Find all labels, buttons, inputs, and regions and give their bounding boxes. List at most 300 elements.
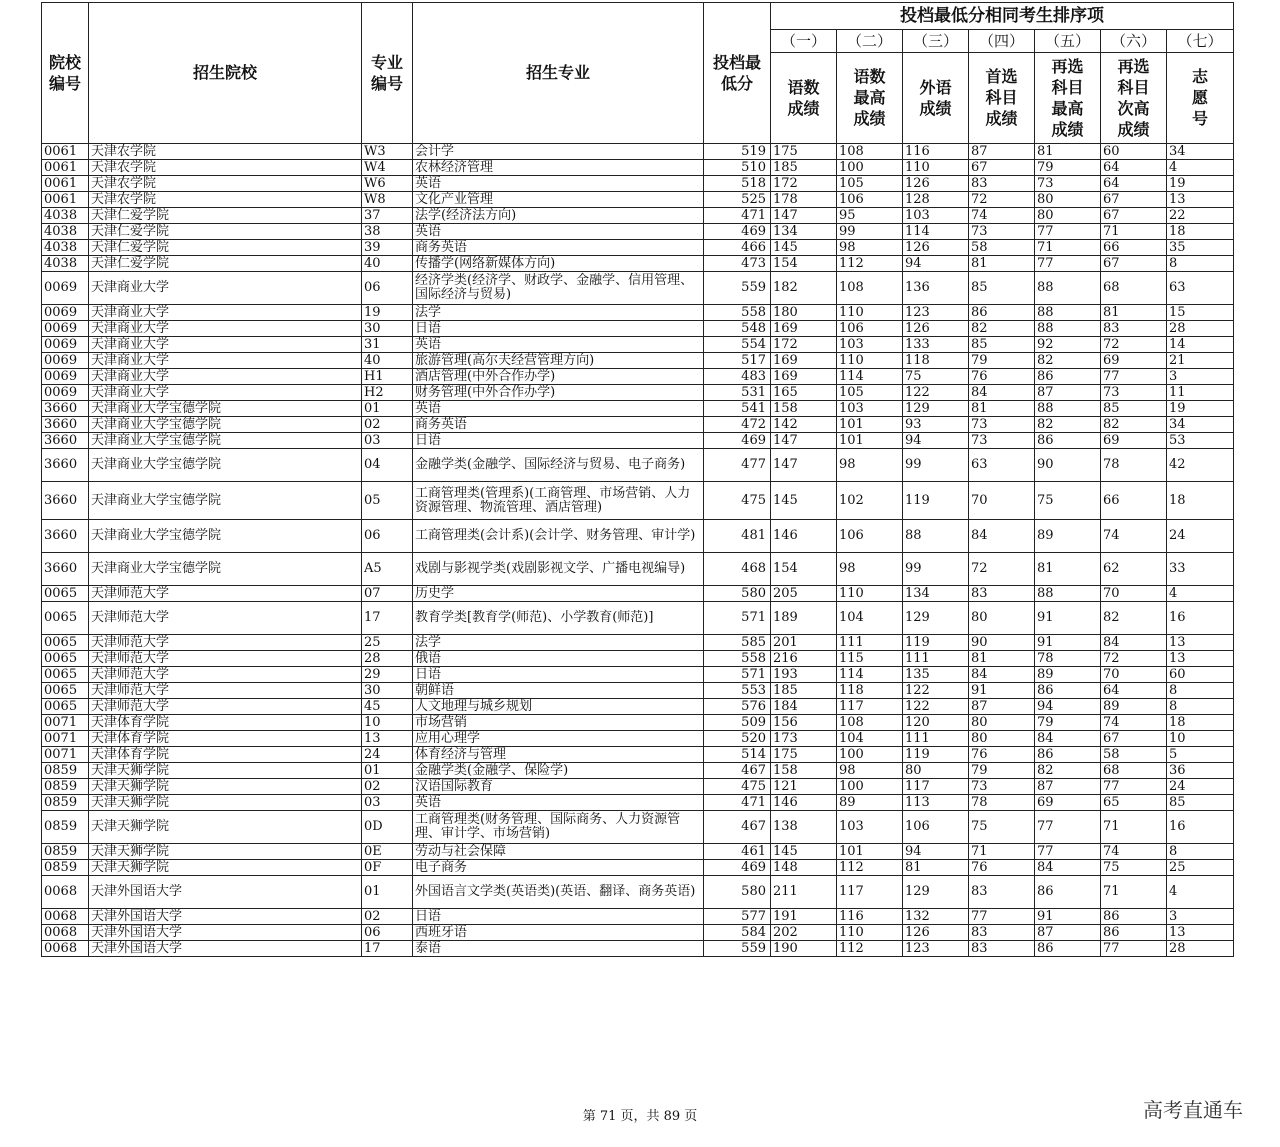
table-row xyxy=(42,667,1234,683)
cell-school-code: 0068 xyxy=(42,909,89,925)
cell-tie-5: 78 xyxy=(1035,651,1101,667)
cell-tie-5: 88 xyxy=(1035,586,1101,602)
cell-major-name: 工商管理类(财务管理、国际商务、人力资源管理、审计学、市场营销) xyxy=(413,811,704,844)
cell-school-code: 0071 xyxy=(42,715,89,731)
cell-tie-3: 120 xyxy=(903,715,969,731)
cell-tie-5: 88 xyxy=(1035,305,1101,321)
cell-tie-4: 87 xyxy=(969,699,1035,715)
cell-min-score: 475 xyxy=(704,482,771,520)
cell-tie-4: 73 xyxy=(969,779,1035,795)
cell-tie-5: 69 xyxy=(1035,795,1101,811)
cell-major-name: 传播学(网络新媒体方向) xyxy=(413,256,704,272)
cell-tie-4: 78 xyxy=(969,795,1035,811)
cell-tie-3: 133 xyxy=(903,337,969,353)
cell-school-code: 3660 xyxy=(42,401,89,417)
cell-tie-7: 34 xyxy=(1167,144,1234,160)
cell-tie-7: 13 xyxy=(1167,651,1234,667)
cell-major-code: 0E xyxy=(362,844,413,860)
cell-tie-1: 134 xyxy=(771,224,837,240)
cell-major-name: 工商管理类(会计系)(会计学、财务管理、审计学) xyxy=(413,520,704,553)
table-row xyxy=(42,240,1234,256)
cell-tie-4: 76 xyxy=(969,369,1035,385)
cell-major-code: 45 xyxy=(362,699,413,715)
cell-major-name: 英语 xyxy=(413,176,704,192)
cell-major-code: 17 xyxy=(362,941,413,957)
cell-tie-5: 79 xyxy=(1035,715,1101,731)
table-row xyxy=(42,520,1234,553)
cell-school-name: 天津农学院 xyxy=(89,144,362,160)
cell-major-name: 日语 xyxy=(413,321,704,337)
header-major-code: 专业编号 xyxy=(362,3,413,144)
cell-school-name: 天津师范大学 xyxy=(89,602,362,635)
cell-tie-4: 73 xyxy=(969,417,1035,433)
table-row xyxy=(42,586,1234,602)
cell-min-score: 571 xyxy=(704,667,771,683)
cell-tie-6: 68 xyxy=(1101,272,1167,305)
cell-major-code: 19 xyxy=(362,305,413,321)
cell-tie-3: 94 xyxy=(903,433,969,449)
cell-major-name: 电子商务 xyxy=(413,860,704,876)
cell-tie-6: 73 xyxy=(1101,385,1167,401)
cell-tie-3: 136 xyxy=(903,272,969,305)
cell-tie-4: 80 xyxy=(969,715,1035,731)
cell-tie-7: 18 xyxy=(1167,224,1234,240)
cell-min-score: 477 xyxy=(704,449,771,482)
table-row xyxy=(42,844,1234,860)
cell-tie-4: 91 xyxy=(969,683,1035,699)
cell-school-name: 天津天狮学院 xyxy=(89,779,362,795)
cell-min-score: 531 xyxy=(704,385,771,401)
cell-school-code: 0069 xyxy=(42,305,89,321)
cell-tie-1: 185 xyxy=(771,160,837,176)
cell-major-code: W3 xyxy=(362,144,413,160)
tie-label-3 xyxy=(903,53,969,144)
cell-tie-2: 95 xyxy=(837,208,903,224)
header-school-code: 院校编号 xyxy=(42,3,89,144)
cell-tie-6: 83 xyxy=(1101,321,1167,337)
cell-tie-2: 114 xyxy=(837,369,903,385)
cell-tie-4: 86 xyxy=(969,305,1035,321)
cell-tie-1: 165 xyxy=(771,385,837,401)
cell-tie-4: 83 xyxy=(969,941,1035,957)
cell-tie-1: 169 xyxy=(771,321,837,337)
cell-tie-7: 25 xyxy=(1167,860,1234,876)
cell-tie-2: 98 xyxy=(837,553,903,586)
cell-tie-6: 72 xyxy=(1101,651,1167,667)
table-row xyxy=(42,731,1234,747)
cell-major-name: 日语 xyxy=(413,667,704,683)
cell-school-name: 天津农学院 xyxy=(89,176,362,192)
cell-school-code: 0069 xyxy=(42,353,89,369)
cell-min-score: 548 xyxy=(704,321,771,337)
cell-tie-1: 178 xyxy=(771,192,837,208)
cell-major-code: 03 xyxy=(362,433,413,449)
cell-school-code: 0061 xyxy=(42,176,89,192)
cell-tie-1: 145 xyxy=(771,844,837,860)
table-row xyxy=(42,433,1234,449)
watermark: 高考直通车 xyxy=(1143,1098,1243,1122)
cell-tie-4: 83 xyxy=(969,925,1035,941)
cell-school-code: 0065 xyxy=(42,699,89,715)
table-row xyxy=(42,353,1234,369)
cell-tie-6: 78 xyxy=(1101,449,1167,482)
cell-major-name: 英语 xyxy=(413,795,704,811)
cell-tie-2: 98 xyxy=(837,763,903,779)
cell-tie-1: 184 xyxy=(771,699,837,715)
cell-tie-5: 80 xyxy=(1035,192,1101,208)
cell-tie-1: 202 xyxy=(771,925,837,941)
table-row xyxy=(42,925,1234,941)
cell-major-name: 法学 xyxy=(413,635,704,651)
cell-min-score: 541 xyxy=(704,401,771,417)
cell-tie-7: 35 xyxy=(1167,240,1234,256)
cell-tie-7: 63 xyxy=(1167,272,1234,305)
cell-tie-7: 5 xyxy=(1167,747,1234,763)
cell-tie-3: 122 xyxy=(903,385,969,401)
cell-tie-7: 13 xyxy=(1167,635,1234,651)
cell-tie-7: 13 xyxy=(1167,192,1234,208)
table-row xyxy=(42,417,1234,433)
cell-major-code: 01 xyxy=(362,401,413,417)
tie-number-3: （三） xyxy=(903,30,969,53)
cell-tie-3: 122 xyxy=(903,699,969,715)
cell-major-name: 金融学类(金融学、保险学) xyxy=(413,763,704,779)
cell-school-code: 0068 xyxy=(42,941,89,957)
cell-tie-7: 14 xyxy=(1167,337,1234,353)
cell-school-name: 天津外国语大学 xyxy=(89,941,362,957)
cell-min-score: 559 xyxy=(704,941,771,957)
cell-tie-5: 91 xyxy=(1035,635,1101,651)
cell-tie-4: 75 xyxy=(969,811,1035,844)
cell-tie-2: 104 xyxy=(837,602,903,635)
cell-school-code: 0065 xyxy=(42,667,89,683)
cell-major-name: 文化产业管理 xyxy=(413,192,704,208)
table-row xyxy=(42,160,1234,176)
cell-tie-5: 84 xyxy=(1035,731,1101,747)
cell-tie-6: 72 xyxy=(1101,337,1167,353)
cell-tie-5: 80 xyxy=(1035,208,1101,224)
cell-tie-4: 73 xyxy=(969,224,1035,240)
table-header xyxy=(42,3,1234,144)
cell-tie-7: 4 xyxy=(1167,586,1234,602)
cell-tie-7: 28 xyxy=(1167,321,1234,337)
cell-major-name: 财务管理(中外合作办学) xyxy=(413,385,704,401)
cell-tie-6: 89 xyxy=(1101,699,1167,715)
cell-tie-2: 106 xyxy=(837,321,903,337)
cell-tie-3: 126 xyxy=(903,240,969,256)
cell-school-name: 天津天狮学院 xyxy=(89,763,362,779)
cell-min-score: 558 xyxy=(704,651,771,667)
cell-tie-1: 172 xyxy=(771,176,837,192)
cell-tie-6: 81 xyxy=(1101,305,1167,321)
cell-major-code: W4 xyxy=(362,160,413,176)
cell-major-code: 01 xyxy=(362,763,413,779)
cell-major-name: 法学 xyxy=(413,305,704,321)
cell-tie-3: 123 xyxy=(903,305,969,321)
cell-tie-6: 77 xyxy=(1101,779,1167,795)
cell-major-name: 经济学类(经济学、财政学、金融学、信用管理、国际经济与贸易) xyxy=(413,272,704,305)
cell-tie-3: 119 xyxy=(903,635,969,651)
cell-school-code: 0859 xyxy=(42,844,89,860)
cell-tie-7: 16 xyxy=(1167,602,1234,635)
cell-major-code: 30 xyxy=(362,683,413,699)
cell-min-score: 559 xyxy=(704,272,771,305)
cell-min-score: 471 xyxy=(704,795,771,811)
cell-tie-2: 101 xyxy=(837,417,903,433)
cell-tie-5: 91 xyxy=(1035,909,1101,925)
cell-tie-1: 146 xyxy=(771,520,837,553)
tie-number-1: （一） xyxy=(771,30,837,53)
cell-school-name: 天津仁爱学院 xyxy=(89,224,362,240)
table-row xyxy=(42,635,1234,651)
cell-tie-7: 22 xyxy=(1167,208,1234,224)
cell-tie-7: 8 xyxy=(1167,256,1234,272)
cell-min-score: 469 xyxy=(704,860,771,876)
cell-tie-6: 71 xyxy=(1101,224,1167,240)
cell-major-name: 历史学 xyxy=(413,586,704,602)
cell-tie-3: 117 xyxy=(903,779,969,795)
cell-school-name: 天津商业大学 xyxy=(89,321,362,337)
cell-tie-5: 87 xyxy=(1035,779,1101,795)
cell-tie-5: 73 xyxy=(1035,176,1101,192)
cell-tie-2: 108 xyxy=(837,715,903,731)
cell-school-code: 3660 xyxy=(42,520,89,553)
cell-tie-5: 87 xyxy=(1035,925,1101,941)
cell-min-score: 519 xyxy=(704,144,771,160)
cell-tie-2: 104 xyxy=(837,731,903,747)
cell-tie-7: 3 xyxy=(1167,909,1234,925)
cell-tie-3: 94 xyxy=(903,256,969,272)
cell-tie-4: 83 xyxy=(969,176,1035,192)
cell-tie-7: 8 xyxy=(1167,699,1234,715)
tie-label-7 xyxy=(1167,53,1234,144)
cell-tie-2: 89 xyxy=(837,795,903,811)
cell-school-code: 4038 xyxy=(42,256,89,272)
cell-tie-3: 110 xyxy=(903,160,969,176)
table-row xyxy=(42,385,1234,401)
cell-tie-4: 79 xyxy=(969,763,1035,779)
table-row xyxy=(42,795,1234,811)
cell-tie-1: 142 xyxy=(771,417,837,433)
cell-tie-7: 19 xyxy=(1167,401,1234,417)
cell-min-score: 585 xyxy=(704,635,771,651)
cell-school-name: 天津商业大学 xyxy=(89,385,362,401)
cell-school-code: 4038 xyxy=(42,240,89,256)
cell-school-name: 天津商业大学宝德学院 xyxy=(89,520,362,553)
cell-school-code: 0069 xyxy=(42,272,89,305)
cell-tie-4: 90 xyxy=(969,635,1035,651)
cell-major-name: 西班牙语 xyxy=(413,925,704,941)
cell-tie-5: 88 xyxy=(1035,321,1101,337)
cell-min-score: 509 xyxy=(704,715,771,731)
cell-tie-6: 86 xyxy=(1101,909,1167,925)
cell-tie-6: 69 xyxy=(1101,353,1167,369)
cell-tie-6: 67 xyxy=(1101,208,1167,224)
cell-tie-4: 81 xyxy=(969,651,1035,667)
table-row xyxy=(42,305,1234,321)
header-major: 招生专业 xyxy=(413,3,704,144)
cell-tie-2: 111 xyxy=(837,635,903,651)
table-row xyxy=(42,763,1234,779)
cell-school-code: 0065 xyxy=(42,586,89,602)
cell-tie-6: 67 xyxy=(1101,731,1167,747)
cell-school-name: 天津商业大学 xyxy=(89,369,362,385)
table-row xyxy=(42,683,1234,699)
cell-tie-5: 84 xyxy=(1035,860,1101,876)
table-row xyxy=(42,256,1234,272)
cell-tie-3: 123 xyxy=(903,941,969,957)
tie-label-2 xyxy=(837,53,903,144)
cell-school-name: 天津商业大学宝德学院 xyxy=(89,433,362,449)
tie-label-text: 语数最高成绩 xyxy=(853,67,886,128)
cell-school-name: 天津商业大学宝德学院 xyxy=(89,401,362,417)
cell-tie-7: 11 xyxy=(1167,385,1234,401)
cell-tie-3: 122 xyxy=(903,683,969,699)
cell-tie-4: 83 xyxy=(969,876,1035,909)
cell-tie-4: 87 xyxy=(969,144,1035,160)
cell-school-name: 天津天狮学院 xyxy=(89,844,362,860)
cell-tie-3: 88 xyxy=(903,520,969,553)
cell-tie-6: 69 xyxy=(1101,433,1167,449)
cell-tie-1: 147 xyxy=(771,433,837,449)
cell-major-name: 市场营销 xyxy=(413,715,704,731)
cell-min-score: 469 xyxy=(704,433,771,449)
cell-major-code: A5 xyxy=(362,553,413,586)
cell-tie-7: 13 xyxy=(1167,925,1234,941)
cell-tie-7: 16 xyxy=(1167,811,1234,844)
cell-tie-6: 74 xyxy=(1101,715,1167,731)
cell-major-name: 俄语 xyxy=(413,651,704,667)
cell-major-code: 02 xyxy=(362,779,413,795)
cell-major-code: 05 xyxy=(362,482,413,520)
cell-tie-4: 84 xyxy=(969,520,1035,553)
cell-school-code: 0859 xyxy=(42,860,89,876)
cell-tie-1: 190 xyxy=(771,941,837,957)
cell-tie-4: 72 xyxy=(969,192,1035,208)
cell-school-name: 天津体育学院 xyxy=(89,731,362,747)
cell-tie-3: 80 xyxy=(903,763,969,779)
cell-tie-1: 182 xyxy=(771,272,837,305)
cell-tie-3: 99 xyxy=(903,553,969,586)
cell-tie-6: 74 xyxy=(1101,844,1167,860)
cell-tie-3: 126 xyxy=(903,176,969,192)
cell-tie-3: 99 xyxy=(903,449,969,482)
cell-school-name: 天津商业大学宝德学院 xyxy=(89,449,362,482)
cell-tie-2: 116 xyxy=(837,909,903,925)
cell-major-name: 劳动与社会保障 xyxy=(413,844,704,860)
table-row xyxy=(42,224,1234,240)
cell-tie-6: 58 xyxy=(1101,747,1167,763)
cell-tie-6: 67 xyxy=(1101,192,1167,208)
cell-school-name: 天津师范大学 xyxy=(89,699,362,715)
cell-school-code: 0065 xyxy=(42,602,89,635)
cell-major-name: 工商管理类(管理系)(工商管理、市场营销、人力资源管理、物流管理、酒店管理) xyxy=(413,482,704,520)
cell-tie-3: 134 xyxy=(903,586,969,602)
cell-school-code: 0071 xyxy=(42,747,89,763)
cell-tie-1: 180 xyxy=(771,305,837,321)
cell-tie-3: 129 xyxy=(903,401,969,417)
cell-tie-4: 70 xyxy=(969,482,1035,520)
cell-tie-5: 91 xyxy=(1035,602,1101,635)
cell-school-code: 3660 xyxy=(42,449,89,482)
cell-major-code: 37 xyxy=(362,208,413,224)
cell-tie-4: 84 xyxy=(969,667,1035,683)
cell-tie-7: 42 xyxy=(1167,449,1234,482)
cell-tie-1: 191 xyxy=(771,909,837,925)
cell-tie-7: 28 xyxy=(1167,941,1234,957)
cell-school-name: 天津农学院 xyxy=(89,192,362,208)
cell-tie-6: 77 xyxy=(1101,369,1167,385)
cell-tie-5: 81 xyxy=(1035,144,1101,160)
table-row xyxy=(42,401,1234,417)
cell-tie-2: 108 xyxy=(837,272,903,305)
cell-school-name: 天津师范大学 xyxy=(89,635,362,651)
cell-tie-6: 82 xyxy=(1101,602,1167,635)
cell-tie-5: 77 xyxy=(1035,844,1101,860)
cell-tie-7: 24 xyxy=(1167,520,1234,553)
cell-school-name: 天津师范大学 xyxy=(89,651,362,667)
cell-tie-2: 112 xyxy=(837,941,903,957)
cell-school-name: 天津外国语大学 xyxy=(89,909,362,925)
cell-major-name: 朝鲜语 xyxy=(413,683,704,699)
cell-major-code: 38 xyxy=(362,224,413,240)
cell-school-name: 天津农学院 xyxy=(89,160,362,176)
cell-min-score: 466 xyxy=(704,240,771,256)
cell-major-code: 13 xyxy=(362,731,413,747)
cell-tie-1: 173 xyxy=(771,731,837,747)
cell-major-code: 06 xyxy=(362,925,413,941)
cell-tie-1: 172 xyxy=(771,337,837,353)
cell-tie-2: 98 xyxy=(837,449,903,482)
cell-major-name: 会计学 xyxy=(413,144,704,160)
cell-school-code: 0068 xyxy=(42,925,89,941)
cell-tie-2: 100 xyxy=(837,160,903,176)
table-row xyxy=(42,553,1234,586)
cell-tie-7: 85 xyxy=(1167,795,1234,811)
cell-school-name: 天津商业大学 xyxy=(89,353,362,369)
cell-tie-2: 103 xyxy=(837,337,903,353)
cell-major-name: 旅游管理(高尔夫经营管理方向) xyxy=(413,353,704,369)
tie-label-text: 语数成绩 xyxy=(787,77,820,118)
cell-tie-5: 82 xyxy=(1035,417,1101,433)
tie-label-1 xyxy=(771,53,837,144)
cell-tie-7: 24 xyxy=(1167,779,1234,795)
cell-tie-1: 201 xyxy=(771,635,837,651)
cell-major-code: 24 xyxy=(362,747,413,763)
cell-min-score: 525 xyxy=(704,192,771,208)
cell-major-name: 汉语国际教育 xyxy=(413,779,704,795)
cell-tie-2: 98 xyxy=(837,240,903,256)
cell-tie-3: 106 xyxy=(903,811,969,844)
tie-number-7: （七） xyxy=(1167,30,1234,53)
cell-school-code: 3660 xyxy=(42,417,89,433)
cell-tie-5: 86 xyxy=(1035,683,1101,699)
table-row xyxy=(42,941,1234,957)
cell-tie-2: 106 xyxy=(837,520,903,553)
cell-tie-2: 112 xyxy=(837,256,903,272)
cell-tie-4: 82 xyxy=(969,321,1035,337)
cell-tie-3: 129 xyxy=(903,876,969,909)
cell-tie-6: 82 xyxy=(1101,417,1167,433)
cell-school-code: 0061 xyxy=(42,160,89,176)
cell-tie-5: 77 xyxy=(1035,256,1101,272)
cell-major-code: 39 xyxy=(362,240,413,256)
cell-tie-1: 211 xyxy=(771,876,837,909)
cell-major-name: 商务英语 xyxy=(413,417,704,433)
cell-tie-1: 145 xyxy=(771,482,837,520)
cell-tie-1: 205 xyxy=(771,586,837,602)
cell-school-code: 3660 xyxy=(42,433,89,449)
